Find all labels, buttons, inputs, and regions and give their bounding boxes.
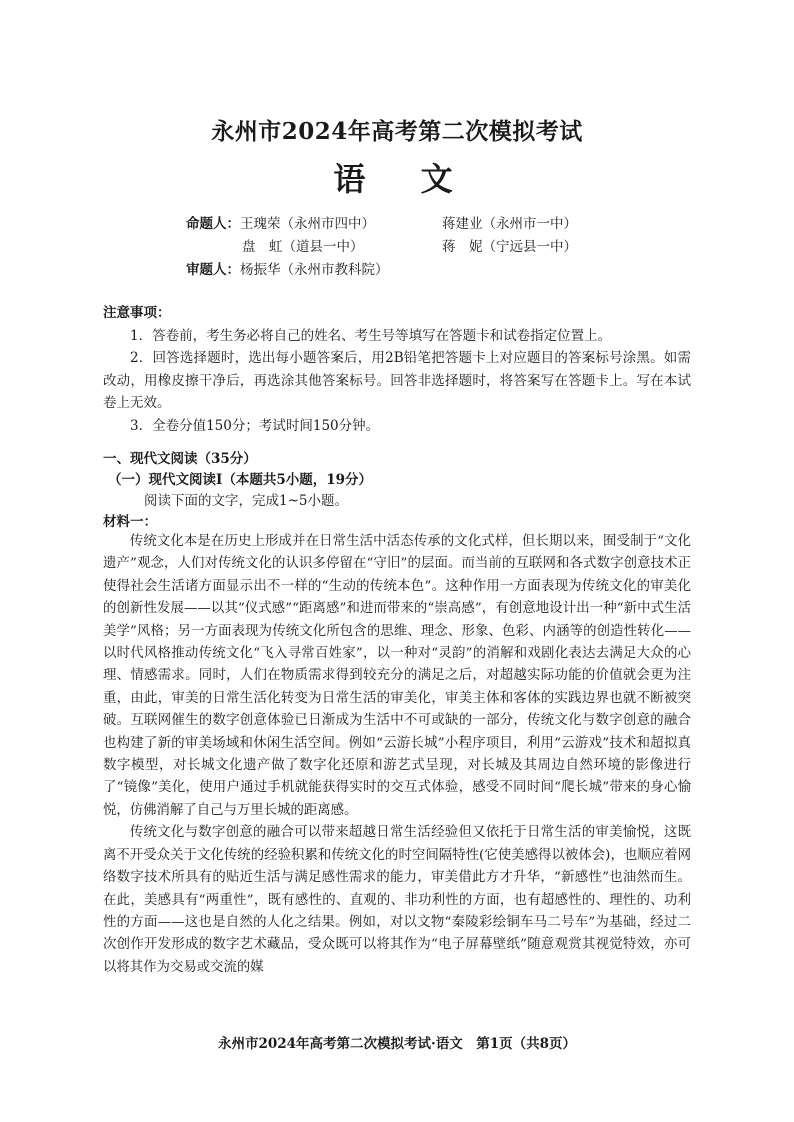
material-text — [103, 531, 691, 979]
paragraph: 传统文化本是在历史上形成并在日常生活中活态传承的文化式样，但长期以来，囿受制于“文化遗产”观念，人们对传统文化的认识多停留在“守旧”的层面。而当前的互联网和各式数字创意技术正使得社会生活诸方面显示出不一样的“生动的传统本色”。这种作用一方面表现为传统文化的审美化的创新性发展——以其“仪式感”“距离感”和进而带来的“崇高感”，有创意地设计出一种“新中式生活美学”风格；另一方面表现为传统文化所包含的思维、理念、形象、色彩、内涵等的创造性转化——以时代风格推动传统文化“飞入寻常百姓家”，以一种对“灵韵”的消解和戏剧化表达去满足大众的心理、情感需求。同时，人们在物质需求得到较充分的满足之后，对超越实际功能的价值就会更为注重，由此，审美的日常生活化转变为日常生活的审美化，审美主体和客体的实践边界也就不断被突破。互联网催生的数字创意体验已日渐成为生活中不可或缺的一部分，传统文化与数字创意的融合也构建了新的审美场域和休闲生活空间。例如“云游长城”小程序项目，利用“云游戏”技术和超拟真数字模型，对长城文化遗产做了数字化还原和游艺式呈现，对长城及其周边自然环境的影像进行了“镜像”美化，使用户通过手机就能获得实时的交互式体验，感受不同时间“爬长城”带来的身心愉悦，仿佛消解了自己与万里长城的距离感。 — [103, 534, 691, 818]
notice-item: 3．全卷分值150分；考试时间150分钟。 — [130, 417, 380, 434]
setter-name: 王瑰荣（永州市四中） — [240, 216, 375, 232]
notice-item: 1．答卷前，考生务必将自己的姓名、考生号等填写在答题卡和试卷指定位置上。 — [130, 327, 612, 344]
credit-row — [186, 213, 656, 236]
material-label: 材料一： — [103, 514, 157, 530]
subject-title: 语 文 — [333, 160, 475, 198]
setters-label: 命题人： — [186, 216, 240, 232]
paragraph: 传统文化与数字创意的融合可以带来超越日常生活经验但又依托于日常生活的审美愉悦，这既离不开受众关于文化传统的经验积累和传统文化的时空间隔特性(它使美感得以被体会)，也顺应着网络数字技术所具有的贴近生活与满足感性需求的能力，审美借此方才升华，“新感性”也油然而生。在此，美感具有“两重性”，既有感性的、直观的、非功利性的方面，也有超感性的、理性的、功利性的方面——这也是自然的人化之结果。例如，对以文物“秦陵彩绘铜车马二号车”为基础，经过二次创作开发形成的数字艺术藏品，受众既可以将其作为“电子屏幕壁纸”随意观赏其视觉特效，亦可以将其作为交易或交流的媒 — [103, 825, 691, 975]
section-heading: 一、现代文阅读（35分） — [103, 451, 257, 467]
setter-name: 蒋 妮（宁远县一中） — [442, 239, 577, 255]
page-footer: 永州市2024年高考第二次模拟考试·语文 第1页（共8页） — [217, 1036, 577, 1052]
reviewer-label: 审题人： — [186, 262, 240, 278]
reviewer-name: 杨振华（永州市教科院） — [240, 262, 389, 278]
reading-instruction: 阅读下面的文字，完成1~5小题。 — [144, 493, 348, 509]
credits-block — [186, 213, 656, 282]
setter-name: 蒋建业（永州市一中） — [442, 216, 577, 232]
subsection-heading: （一）现代文阅读Ⅰ（本题共5小题，19分） — [108, 472, 372, 488]
notice-title: 注意事项： — [103, 305, 171, 321]
notice-item: 2．回答选择题时，选出每小题答案后，用2B铅笔把答题卡上对应题目的答案标号涂黑。如需改动，用橡皮擦干净后，再选涂其他答案标号。回答非选择题时，将答案写在答题卡上。写在本试卷上无效。 — [103, 350, 691, 411]
exam-title: 永州市2024年高考第二次模拟考试 — [211, 118, 583, 145]
setter-name: 盘 虹（道县一中） — [242, 239, 364, 255]
notice-block — [103, 302, 691, 437]
credit-row — [186, 259, 656, 282]
credit-row — [186, 236, 656, 259]
